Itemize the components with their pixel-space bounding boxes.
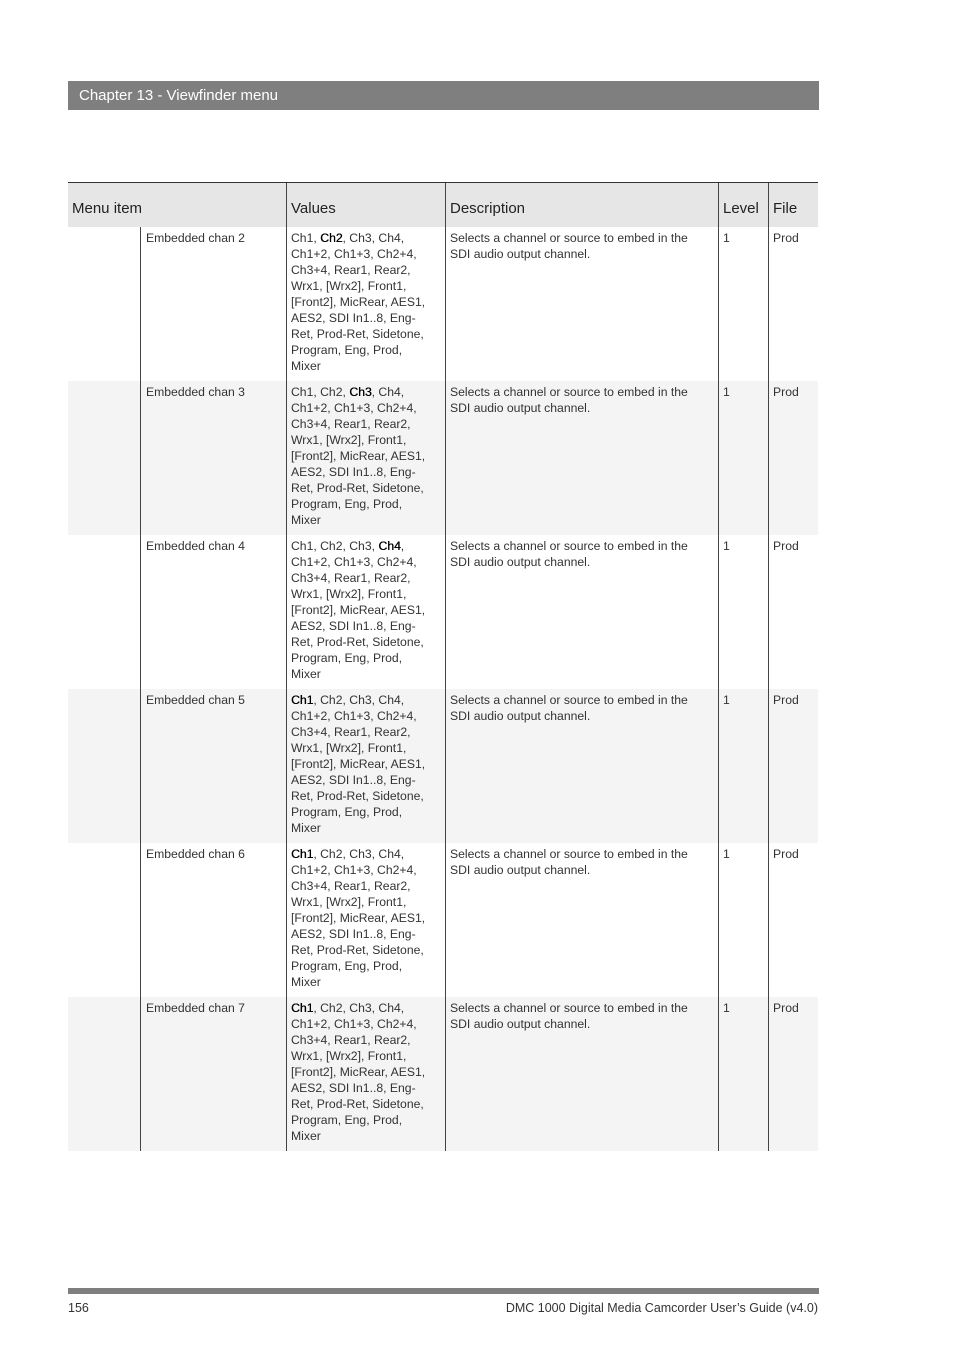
row-indent-cell	[68, 227, 140, 381]
value-text: [Front2], MicRear, AES1,	[291, 911, 426, 925]
value-text: AES2, SDI In1..8, Eng-	[291, 465, 416, 479]
values-line	[291, 1000, 439, 1016]
value-text: Wrx1, [Wrx2], Front1,	[291, 1049, 407, 1063]
values-line	[291, 384, 439, 400]
values-line	[291, 358, 439, 374]
level-cell: 1	[718, 227, 768, 381]
level-cell: 1	[718, 689, 768, 843]
column-header-description: Description	[445, 183, 718, 227]
values-line	[291, 1032, 439, 1048]
values-line	[291, 692, 439, 708]
value-text: Ch1, Ch2, Ch3,	[291, 539, 379, 553]
values-line	[291, 1080, 439, 1096]
menu-item-name: Embedded chan 5	[140, 689, 286, 843]
values-line	[291, 416, 439, 432]
value-text: Ch3+4, Rear1, Rear2,	[291, 263, 411, 277]
values-line	[291, 650, 439, 666]
values-line	[291, 634, 439, 650]
menu-item-name: Embedded chan 4	[140, 535, 286, 689]
value-text: Wrx1, [Wrx2], Front1,	[291, 741, 407, 755]
values-line	[291, 820, 439, 836]
level-cell: 1	[718, 535, 768, 689]
table-row	[68, 843, 818, 997]
values-line	[291, 448, 439, 464]
guide-title: DMC 1000 Digital Media Camcorder User’s Guide (v4.0)	[505, 1301, 818, 1315]
value-text: ,	[400, 539, 405, 553]
value-text: Program, Eng, Prod,	[291, 805, 403, 819]
table-row	[68, 997, 818, 1151]
value-text: AES2, SDI In1..8, Eng-	[291, 1081, 416, 1095]
values-line	[291, 464, 439, 480]
value-text: Wrx1, [Wrx2], Front1,	[291, 895, 407, 909]
values-line	[291, 724, 439, 740]
value-text: Mixer	[291, 821, 321, 835]
file-cell: Prod	[768, 997, 818, 1151]
value-text: Wrx1, [Wrx2], Front1,	[291, 587, 407, 601]
value-text: Ch3+4, Rear1, Rear2,	[291, 571, 411, 585]
value-text: Mixer	[291, 359, 321, 373]
values-line	[291, 326, 439, 342]
values-line	[291, 294, 439, 310]
table-row	[68, 535, 818, 689]
values-line	[291, 846, 439, 862]
values-cell	[286, 227, 445, 381]
default-value: Ch1	[291, 1001, 314, 1015]
values-line	[291, 1048, 439, 1064]
value-text: AES2, SDI In1..8, Eng-	[291, 773, 416, 787]
values-line	[291, 788, 439, 804]
value-text: AES2, SDI In1..8, Eng-	[291, 927, 416, 941]
values-line	[291, 310, 439, 326]
values-line	[291, 400, 439, 416]
values-line	[291, 894, 439, 910]
values-cell	[286, 535, 445, 689]
description-cell: Selects a channel or source to embed in the SDI audio output channel.	[445, 689, 718, 843]
value-text: Ret, Prod-Ret, Sidetone,	[291, 789, 424, 803]
page-number: 156	[68, 1301, 89, 1315]
value-text: Program, Eng, Prod,	[291, 1113, 403, 1127]
values-line	[291, 974, 439, 990]
column-header-level: Level	[718, 183, 768, 227]
value-text: Ch1, Ch2,	[291, 385, 350, 399]
values-line	[291, 942, 439, 958]
column-header-menu-item: Menu item	[72, 200, 143, 217]
chapter-header-bar	[68, 81, 819, 110]
value-text: Ret, Prod-Ret, Sidetone,	[291, 327, 424, 341]
values-line	[291, 1128, 439, 1144]
value-text: [Front2], MicRear, AES1,	[291, 295, 426, 309]
value-text: Mixer	[291, 975, 321, 989]
value-text: Ch1+2, Ch1+3, Ch2+4,	[291, 401, 417, 415]
values-line	[291, 1096, 439, 1112]
table-row	[68, 689, 818, 843]
values-line	[291, 910, 439, 926]
value-text: Ch3+4, Rear1, Rear2,	[291, 725, 411, 739]
value-text: , Ch2, Ch3, Ch4,	[313, 1001, 405, 1015]
values-line	[291, 772, 439, 788]
level-cell: 1	[718, 381, 768, 535]
values-line	[291, 342, 439, 358]
value-text: , Ch4,	[371, 385, 405, 399]
value-text: Wrx1, [Wrx2], Front1,	[291, 433, 407, 447]
value-text: Ret, Prod-Ret, Sidetone,	[291, 1097, 424, 1111]
values-line	[291, 230, 439, 246]
value-text: , Ch2, Ch3, Ch4,	[313, 847, 405, 861]
values-line	[291, 708, 439, 724]
value-text: Ch1+2, Ch1+3, Ch2+4,	[291, 863, 417, 877]
row-indent-cell	[68, 535, 140, 689]
description-cell: Selects a channel or source to embed in the SDI audio output channel.	[445, 535, 718, 689]
values-line	[291, 262, 439, 278]
file-cell: Prod	[768, 381, 818, 535]
level-cell: 1	[718, 997, 768, 1151]
footer-rule	[68, 1288, 819, 1294]
values-line	[291, 496, 439, 512]
values-line	[291, 1112, 439, 1128]
value-text: Program, Eng, Prod,	[291, 651, 403, 665]
default-value: Ch3	[349, 385, 372, 399]
row-indent-cell	[68, 689, 140, 843]
values-line	[291, 570, 439, 586]
values-line	[291, 958, 439, 974]
values-line	[291, 1064, 439, 1080]
level-cell: 1	[718, 843, 768, 997]
description-cell: Selects a channel or source to embed in the SDI audio output channel.	[445, 381, 718, 535]
menu-item-name: Embedded chan 3	[140, 381, 286, 535]
table-header	[68, 182, 818, 227]
values-line	[291, 278, 439, 294]
column-header-file: File	[768, 183, 818, 227]
menu-table	[68, 182, 818, 1151]
value-text: Ch1+2, Ch1+3, Ch2+4,	[291, 247, 417, 261]
values-cell	[286, 997, 445, 1151]
values-line	[291, 432, 439, 448]
value-text: Ch3+4, Rear1, Rear2,	[291, 417, 411, 431]
values-cell	[286, 843, 445, 997]
values-line	[291, 666, 439, 682]
menu-item-name: Embedded chan 2	[140, 227, 286, 381]
description-cell: Selects a channel or source to embed in the SDI audio output channel.	[445, 997, 718, 1151]
value-text: Ret, Prod-Ret, Sidetone,	[291, 943, 424, 957]
value-text: Program, Eng, Prod,	[291, 343, 403, 357]
file-cell: Prod	[768, 689, 818, 843]
value-text: Ch1+2, Ch1+3, Ch2+4,	[291, 1017, 417, 1031]
value-text: [Front2], MicRear, AES1,	[291, 603, 426, 617]
row-indent-cell	[68, 843, 140, 997]
values-line	[291, 602, 439, 618]
values-line	[291, 878, 439, 894]
value-text: Ret, Prod-Ret, Sidetone,	[291, 481, 424, 495]
values-line	[291, 512, 439, 528]
value-text: Ch1+2, Ch1+3, Ch2+4,	[291, 555, 417, 569]
values-line	[291, 926, 439, 942]
value-text: AES2, SDI In1..8, Eng-	[291, 619, 416, 633]
column-header-values: Values	[286, 183, 445, 227]
value-text: Ch3+4, Rear1, Rear2,	[291, 879, 411, 893]
value-text: Ch1+2, Ch1+3, Ch2+4,	[291, 709, 417, 723]
table-row	[68, 381, 818, 535]
values-line	[291, 586, 439, 602]
value-text: [Front2], MicRear, AES1,	[291, 1065, 426, 1079]
values-line	[291, 480, 439, 496]
row-indent-cell	[68, 381, 140, 535]
file-cell: Prod	[768, 843, 818, 997]
values-line	[291, 862, 439, 878]
values-line	[291, 554, 439, 570]
default-value: Ch1	[291, 847, 314, 861]
value-text: Wrx1, [Wrx2], Front1,	[291, 279, 407, 293]
value-text: Mixer	[291, 1129, 321, 1143]
value-text: Mixer	[291, 513, 321, 527]
default-value: Ch1	[291, 693, 314, 707]
value-text: , Ch3, Ch4,	[342, 231, 405, 245]
values-line	[291, 538, 439, 554]
file-cell: Prod	[768, 535, 818, 689]
value-text: [Front2], MicRear, AES1,	[291, 449, 426, 463]
default-value: Ch4	[378, 539, 401, 553]
description-cell: Selects a channel or source to embed in the SDI audio output channel.	[445, 227, 718, 381]
value-text: AES2, SDI In1..8, Eng-	[291, 311, 416, 325]
values-cell	[286, 689, 445, 843]
file-cell: Prod	[768, 227, 818, 381]
table-body	[68, 227, 818, 1151]
values-cell	[286, 381, 445, 535]
value-text: Ch1,	[291, 231, 321, 245]
value-text: Ret, Prod-Ret, Sidetone,	[291, 635, 424, 649]
value-text: Ch3+4, Rear1, Rear2,	[291, 1033, 411, 1047]
values-line	[291, 804, 439, 820]
chapter-title: Chapter 13 - Viewfinder menu	[79, 87, 278, 104]
menu-item-name: Embedded chan 7	[140, 997, 286, 1151]
description-cell: Selects a channel or source to embed in the SDI audio output channel.	[445, 843, 718, 997]
value-text: Program, Eng, Prod,	[291, 959, 403, 973]
menu-item-name: Embedded chan 6	[140, 843, 286, 997]
value-text: Mixer	[291, 667, 321, 681]
values-line	[291, 618, 439, 634]
values-line	[291, 246, 439, 262]
value-text: Program, Eng, Prod,	[291, 497, 403, 511]
default-value: Ch2	[320, 231, 343, 245]
value-text: , Ch2, Ch3, Ch4,	[313, 693, 405, 707]
table-row	[68, 227, 818, 381]
values-line	[291, 756, 439, 772]
values-line	[291, 740, 439, 756]
value-text: [Front2], MicRear, AES1,	[291, 757, 426, 771]
values-line	[291, 1016, 439, 1032]
row-indent-cell	[68, 997, 140, 1151]
